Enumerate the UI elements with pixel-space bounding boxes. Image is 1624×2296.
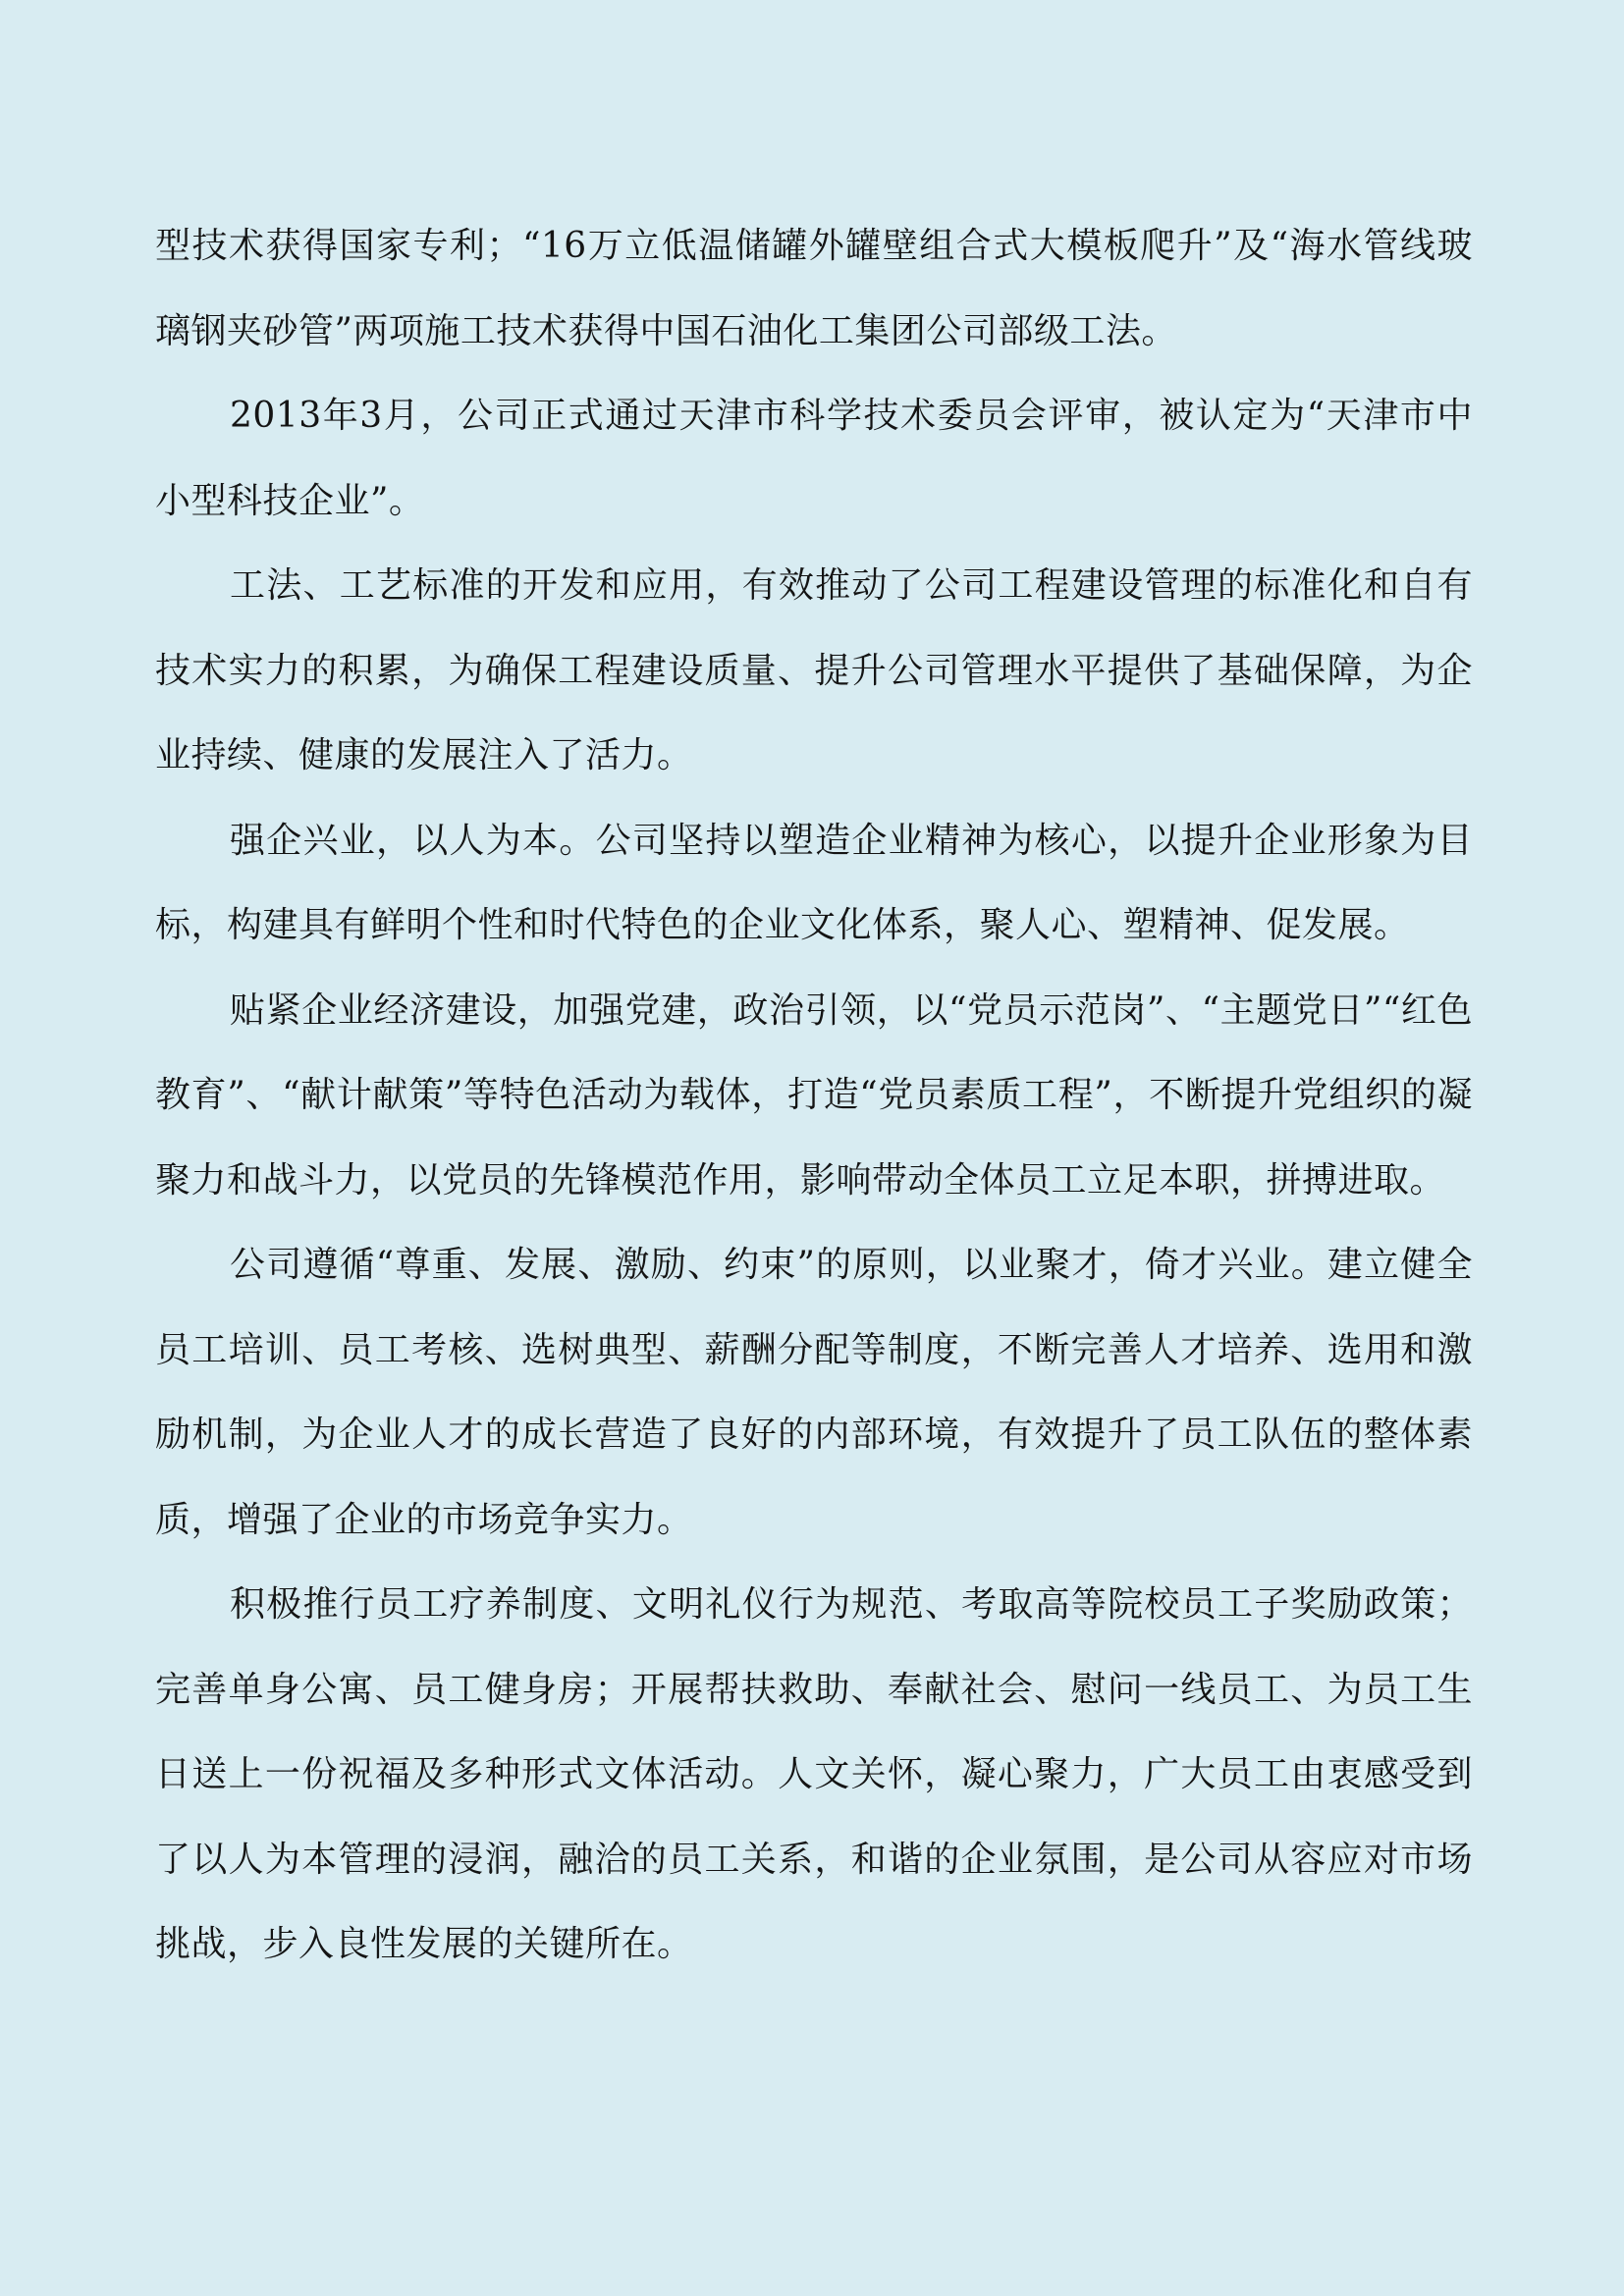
paragraph-party-building: 贴紧企业经济建设，加强党建，政治引领，以“党员示范岗”、“主题党日”“红色教育”、“献计献策”等特色活动为载体，打造“党员素质工程”，不断提升党组织的凝聚力和战斗力，以党员的先锋模范作用，影响带动全体员工立足本职，拼搏进取。	[155, 989, 1473, 1201]
document-body	[155, 204, 1473, 1988]
paragraph-patents: 型技术获得国家专利；“16万立低温储罐外罐壁组合式大模板爬升”及“海水管线玻璃钢夹砂管”两项施工技术获得中国石油化工集团公司部级工法。	[155, 226, 1473, 351]
paragraph-corporate-culture: 强企兴业，以人为本。公司坚持以塑造企业精神为核心，以提升企业形象为目标，构建具有鲜明个性和时代特色的企业文化体系，聚人心、塑精神、促发展。	[155, 820, 1473, 945]
paragraph-tianjin-certification: 2013年3月，公司正式通过天津市科学技术委员会评审，被认定为“天津市中小型科技企业”。	[155, 396, 1473, 521]
paragraph-employee-care: 积极推行员工疗养制度、文明礼仪行为规范、考取高等院校员工子奖励政策；完善单身公寓、员工健身房；开展帮扶救助、奉献社会、慰问一线员工、为员工生日送上一份祝福及多种形式文体活动。人文关怀，凝心聚力，广大员工由衷感受到了以人为本管理的浸润，融洽的员工关系，和谐的企业氛围，是公司从容应对市场挑战，步入良性发展的关键所在。	[155, 1584, 1473, 1964]
paragraph-talent: 公司遵循“尊重、发展、激励、约束”的原则，以业聚才，倚才兴业。建立健全员工培训、员工考核、选树典型、薪酬分配等制度，不断完善人才培养、选用和激励机制，为企业人才的成长营造了良好的内部环境，有效提升了员工队伍的整体素质，增强了企业的市场竞争实力。	[155, 1245, 1473, 1540]
paragraph-standards: 工法、工艺标准的开发和应用，有效推动了公司工程建设管理的标准化和自有技术实力的积累，为确保工程建设质量、提升公司管理水平提供了基础保障，为企业持续、健康的发展注入了活力。	[155, 565, 1473, 775]
